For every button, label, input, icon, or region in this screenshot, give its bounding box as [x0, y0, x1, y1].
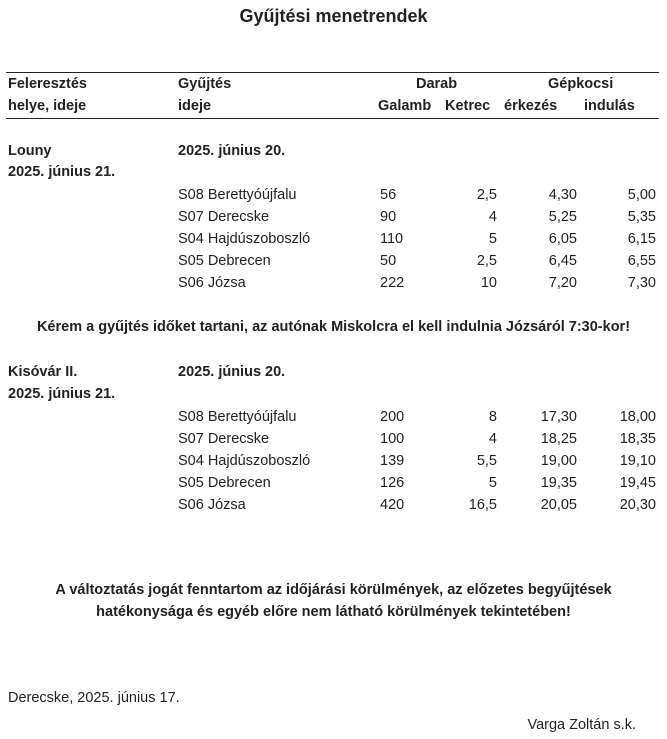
notice-text: Kérem a gyűjtés időket tartani, az autónak Miskolcra el kell indulnia Józsáról 7:30-kor! — [36, 319, 631, 335]
header-indulas: indulás — [584, 98, 635, 114]
departure-time: 5,35 — [627, 209, 656, 225]
departure-time: 19,45 — [619, 475, 656, 491]
header-galamb: Galamb — [378, 98, 432, 114]
arrival-time: 6,05 — [548, 231, 577, 247]
disclaimer-line-2: hatékonysága és egyéb előre nem látható körülmények tekintetében! — [96, 604, 571, 620]
crate-count: 4 — [488, 209, 497, 225]
pigeon-count: 420 — [380, 497, 405, 513]
header-release-label: Feleresztés — [8, 76, 87, 92]
crate-count: 8 — [488, 409, 497, 425]
crate-count: 5,5 — [476, 453, 497, 469]
departure-time: 18,00 — [619, 409, 656, 425]
release-date: 2025. június 21. — [8, 164, 116, 180]
arrival-time: 18,25 — [540, 431, 577, 447]
departure-time: 18,35 — [619, 431, 656, 447]
arrival-time: 7,20 — [548, 275, 577, 291]
arrival-time: 5,25 — [548, 209, 577, 225]
header-release-sublabel: helye, ideje — [8, 98, 87, 114]
station-name: S04 Hajdúszoboszló — [178, 453, 311, 469]
header-gepkocsi: Gépkocsi — [548, 76, 614, 92]
crate-count: 5 — [488, 231, 497, 247]
header-darab: Darab — [416, 76, 458, 92]
departure-time: 5,00 — [627, 187, 656, 203]
departure-time: 20,30 — [619, 497, 656, 513]
header-collection-label: Gyűjtés — [178, 76, 232, 92]
pigeon-count: 90 — [380, 209, 397, 225]
arrival-time: 19,00 — [540, 453, 577, 469]
header-bottom-rule — [6, 118, 659, 119]
departure-time: 6,15 — [627, 231, 656, 247]
crate-count: 2,5 — [476, 253, 497, 269]
collection-date: 2025. június 20. — [178, 143, 286, 159]
crate-count: 16,5 — [468, 497, 497, 513]
page-title: Gyűjtési menetrendek — [239, 6, 428, 26]
station-name: S06 Józsa — [178, 497, 246, 513]
station-name: S04 Hajdúszoboszló — [178, 231, 311, 247]
pigeon-count: 126 — [380, 475, 405, 491]
station-name: S06 Józsa — [178, 275, 246, 291]
station-name: S08 Berettyóújfalu — [178, 187, 297, 203]
disclaimer-line-1: A változtatás jogát fenntartom az időjárási körülmények, az előzetes begyűjtések — [55, 582, 612, 598]
crate-count: 2,5 — [476, 187, 497, 203]
header-top-rule — [6, 72, 659, 73]
pigeon-count: 50 — [380, 253, 397, 269]
crate-count: 4 — [488, 431, 497, 447]
crate-count: 10 — [480, 275, 497, 291]
pigeon-count: 222 — [380, 275, 405, 291]
collection-date: 2025. június 20. — [178, 364, 286, 380]
station-name: S05 Debrecen — [178, 475, 271, 491]
station-name: S05 Debrecen — [178, 253, 271, 269]
pigeon-count: 56 — [380, 187, 397, 203]
station-name: S08 Berettyóújfalu — [178, 409, 297, 425]
arrival-time: 19,35 — [540, 475, 577, 491]
release-place: Kisóvár II. — [8, 364, 78, 380]
release-place: Louny — [8, 143, 52, 159]
arrival-time: 17,30 — [540, 409, 577, 425]
header-erkezes: érkezés — [504, 98, 558, 114]
place-and-date: Derecske, 2025. június 17. — [8, 690, 180, 706]
departure-time: 19,10 — [619, 453, 656, 469]
arrival-time: 20,05 — [540, 497, 577, 513]
header-collection-sublabel: ideje — [178, 98, 212, 114]
station-name: S07 Derecske — [178, 209, 270, 225]
departure-time: 6,55 — [627, 253, 656, 269]
crate-count: 5 — [488, 475, 497, 491]
header-ketrec: Ketrec — [445, 98, 491, 114]
pigeon-count: 139 — [380, 453, 405, 469]
arrival-time: 4,30 — [548, 187, 577, 203]
pigeon-count: 110 — [380, 231, 404, 247]
arrival-time: 6,45 — [548, 253, 577, 269]
pigeon-count: 100 — [380, 431, 405, 447]
station-name: S07 Derecske — [178, 431, 270, 447]
release-date: 2025. június 21. — [8, 386, 116, 402]
signature: Varga Zoltán s.k. — [527, 717, 636, 733]
pigeon-count: 200 — [380, 409, 405, 425]
departure-time: 7,30 — [627, 275, 656, 291]
